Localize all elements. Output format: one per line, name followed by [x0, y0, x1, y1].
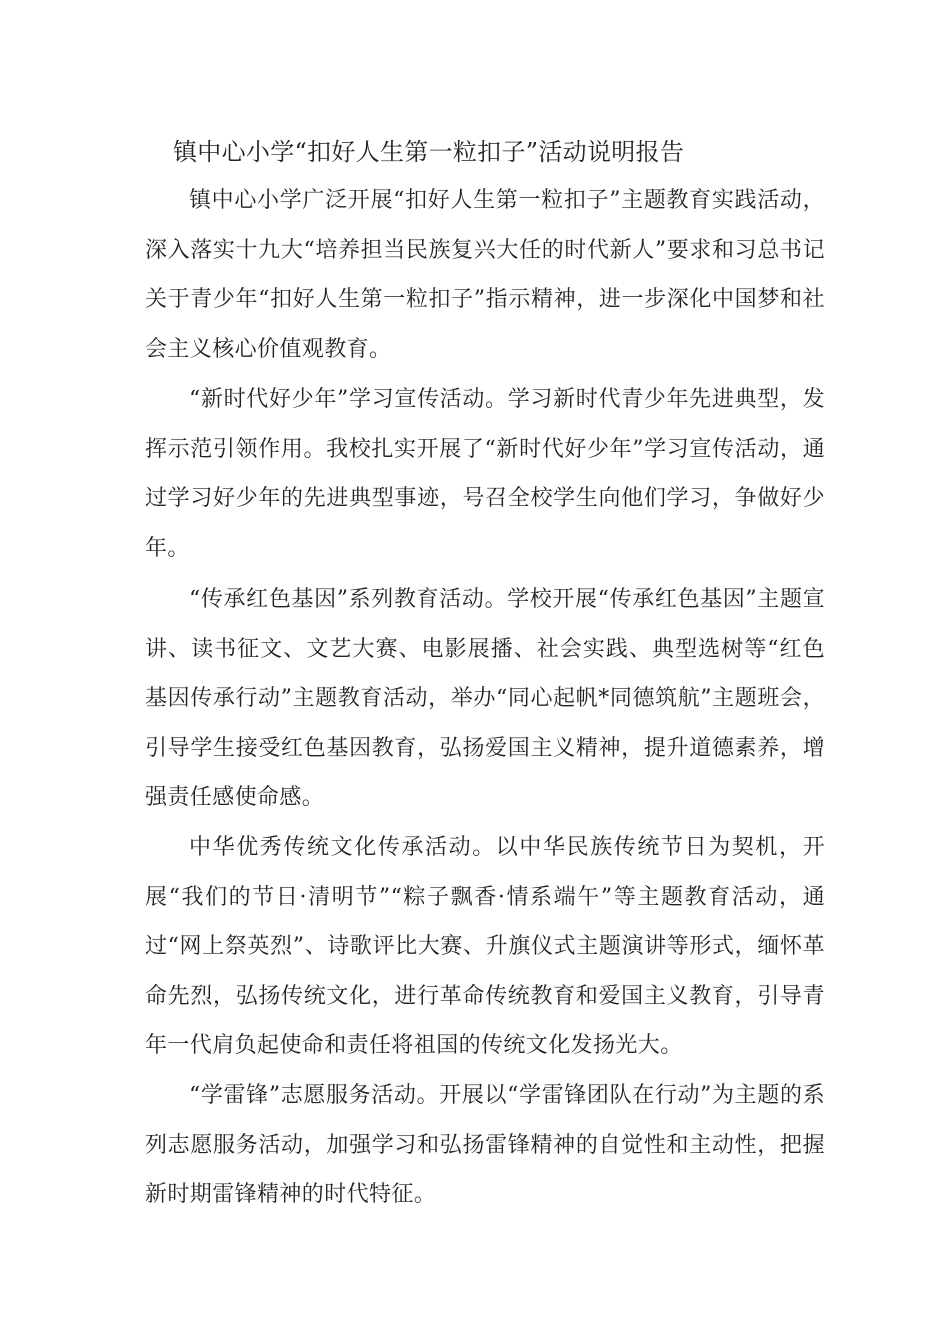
paragraph-intro: 镇中心小学广泛开展“扣好人生第一粒扣子”主题教育实践活动，深入落实十九大“培养担当民族复兴大任的时代新人”要求和习总书记关于青少年“扣好人生第一粒扣子”指示精神，进一步深化中国梦和社会主义核心价值观教育。 — [145, 188, 825, 362]
paragraph-lei-feng: “学雷锋”志愿服务活动。开展以“学雷锋团队在行动”为主题的系列志愿服务活动，加强学习和弘扬雷锋精神的自觉性和主动性，把握新时期雷锋精神的时代特征。 — [145, 1083, 825, 1207]
paragraph-traditional-culture: 中华优秀传统文化传承活动。以中华民族传统节日为契机，开展“我们的节日·清明节”“粽子飘香·情系端午”等主题教育活动，通过“网上祭英烈”、诗歌评比大赛、升旗仪式主题演讲等形式，缅怀革命先烈，弘扬传统文化，进行革命传统教育和爱国主义教育，引导青年一代肩负起使命和责任将祖国的传统文化发扬光大。 — [145, 835, 825, 1058]
paragraph-good-youth: “新时代好少年”学习宣传活动。学习新时代青少年先进典型，发挥示范引领作用。我校扎实开展了“新时代好少年”学习宣传活动，通过学习好少年的先进典型事迹，号召全校学生向他们学习，争做好少年。 — [145, 387, 825, 561]
document-title: 镇中心小学“扣好人生第一粒扣子”活动说明报告 — [173, 138, 685, 166]
paragraph-red-gene: “传承红色基因”系列教育活动。学校开展“传承红色基因”主题宣讲、读书征文、文艺大赛、电影展播、社会实践、典型选树等“红色基因传承行动”主题教育活动，举办“同心起帆*同德筑航”主题班会，引导学生接受红色基因教育，弘扬爱国主义精神，提升道德素养，增强责任感使命感。 — [145, 587, 825, 810]
